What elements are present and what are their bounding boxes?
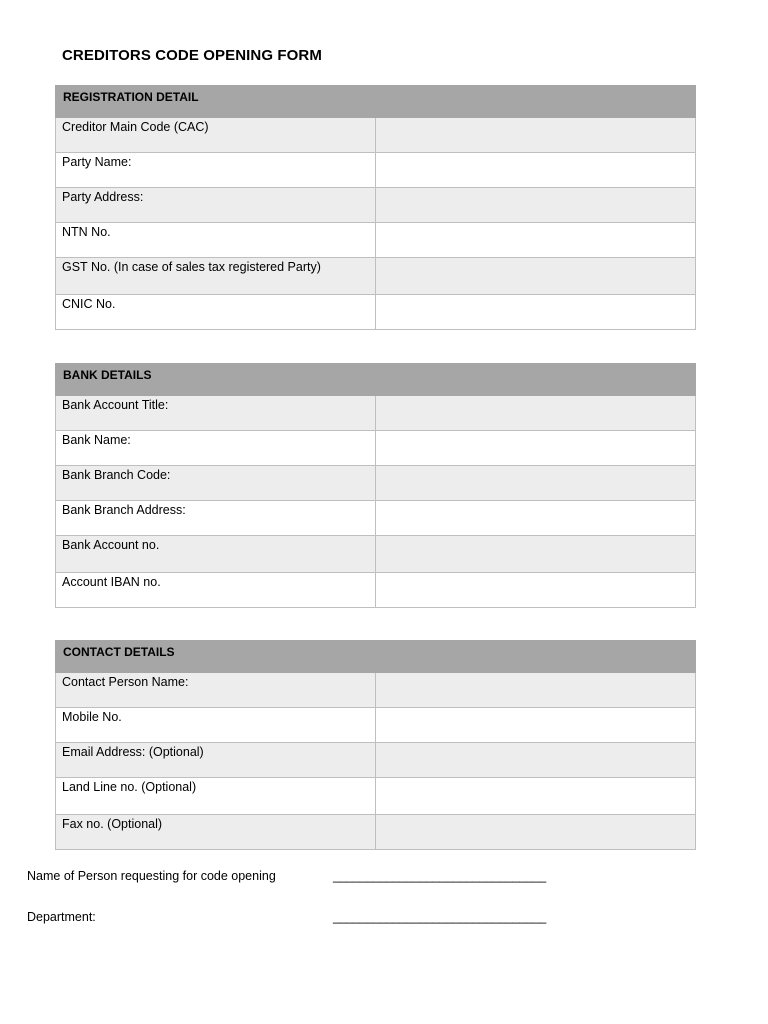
bank-account-title-field[interactable]: [376, 396, 696, 431]
contact-row: [56, 778, 696, 815]
field-label: Mobile No.: [56, 708, 376, 743]
contact-section: [55, 640, 696, 850]
bank-name-field[interactable]: [376, 431, 696, 466]
registration-row: [56, 153, 696, 188]
contact-row: [56, 673, 696, 708]
requester-label: Name of Person requesting for code opening: [27, 869, 276, 883]
party-address-field[interactable]: [376, 188, 696, 223]
registration-row: [56, 223, 696, 258]
field-label: Bank Name:: [56, 431, 376, 466]
field-label: Bank Account Title:: [56, 396, 376, 431]
field-label: Land Line no. (Optional): [56, 778, 376, 815]
contact-heading: CONTACT DETAILS: [56, 641, 696, 673]
bank-row: [56, 573, 696, 608]
cnic-field[interactable]: [376, 295, 696, 330]
bank-branch-address-field[interactable]: [376, 501, 696, 536]
bank-section: [55, 363, 696, 608]
contact-row: [56, 708, 696, 743]
registration-row: [56, 188, 696, 223]
bank-row: [56, 466, 696, 501]
ntn-field[interactable]: [376, 223, 696, 258]
field-label: Bank Branch Address:: [56, 501, 376, 536]
registration-heading: REGISTRATION DETAIL: [56, 86, 696, 118]
field-label: GST No. (In case of sales tax registered Party): [56, 258, 376, 295]
registration-row: [56, 295, 696, 330]
bank-row: [56, 536, 696, 573]
department-label: Department:: [27, 910, 96, 924]
registration-section: [55, 85, 696, 330]
bank-heading: BANK DETAILS: [56, 364, 696, 396]
mobile-field[interactable]: [376, 708, 696, 743]
department-blank[interactable]: ________________________________: [333, 910, 546, 924]
bank-row: [56, 501, 696, 536]
fax-field[interactable]: [376, 815, 696, 850]
field-label: Contact Person Name:: [56, 673, 376, 708]
form-title: CREDITORS CODE OPENING FORM: [62, 47, 322, 64]
field-label: NTN No.: [56, 223, 376, 258]
contact-table: [55, 640, 696, 850]
field-label: Party Address:: [56, 188, 376, 223]
field-label: Email Address: (Optional): [56, 743, 376, 778]
party-name-field[interactable]: [376, 153, 696, 188]
creditor-main-code-field[interactable]: [376, 118, 696, 153]
field-label: Bank Branch Code:: [56, 466, 376, 501]
field-label: Party Name:: [56, 153, 376, 188]
bank-branch-code-field[interactable]: [376, 466, 696, 501]
field-label: CNIC No.: [56, 295, 376, 330]
iban-field[interactable]: [376, 573, 696, 608]
gst-field[interactable]: [376, 258, 696, 295]
contact-person-field[interactable]: [376, 673, 696, 708]
email-field[interactable]: [376, 743, 696, 778]
field-label: Fax no. (Optional): [56, 815, 376, 850]
contact-row: [56, 815, 696, 850]
requester-blank[interactable]: ________________________________: [333, 869, 546, 883]
contact-row: [56, 743, 696, 778]
field-label: Account IBAN no.: [56, 573, 376, 608]
bank-row: [56, 431, 696, 466]
registration-table: [55, 85, 696, 330]
landline-field[interactable]: [376, 778, 696, 815]
registration-row: [56, 258, 696, 295]
registration-row: [56, 118, 696, 153]
bank-account-no-field[interactable]: [376, 536, 696, 573]
field-label: Creditor Main Code (CAC): [56, 118, 376, 153]
bank-row: [56, 396, 696, 431]
field-label: Bank Account no.: [56, 536, 376, 573]
bank-table: [55, 363, 696, 608]
